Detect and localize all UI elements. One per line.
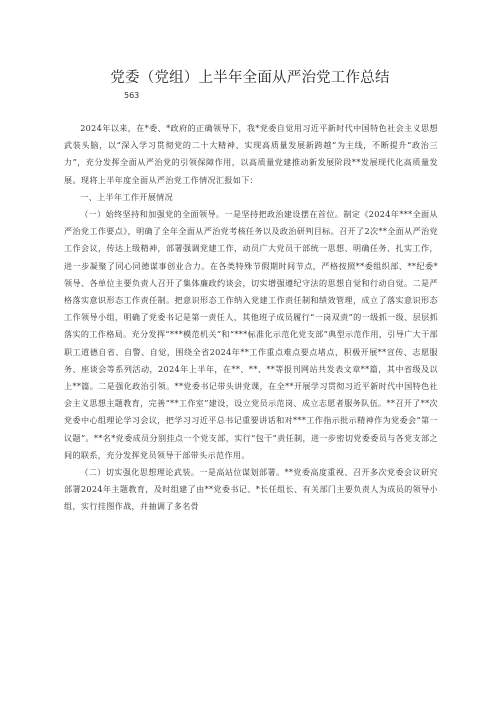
body-paragraph: （一）始终坚持和加强党的全面领导。一是坚持把政治建设摆在首位。制定《2024年***全面从严治党工作要点》，明确了全年全面从严治党考核任务以及政治研判目标。召开了2次**全面从严治党工作会议，传达上级精神，部署强调党建工作，动员广大党员干部统一思想、明确任务、扎实工作，进一步凝聚了同心同德谋事创业合力。在各类特殊节假期时间节点，严格按照**委组织部、**纪委*领导、各单位主要负责人召开了集体廉政约谈会，切实增强遵纪守法的思想自觉和行动自觉。二是严格落实意识形态工作责任制。把意识形态工作纳入党建工作责任制和绩效管理，成立了落实意识形态工作领导小组，明确了党委书记是第一责任人，其他班子成员履行“一岗双责”的一级抓一级、层层抓落实的工作格局。充分发挥“***模范机关”和“***标准化示范化党支部”典型示范作用，引导广大干部职工道德自省、自警、自觉，围绕全省2024年**工作重点难点要点堵点，积极开展**宣传、志愿服务、座谈会等系列活动，2024年上半年，在**、**、**等报刊网站共发表文章**篇，其中省级及以上**篇。二是强化政治引领。**党委书记带头讲党课，在全**开展学习贯彻习近平新时代中国特色社会主义思想主题教育，完善“**工作室”建设，设立党员示范岗、成立志愿者服务队伍。**召开了**次党委中心组理论学习会议，把学习习近平总书记重要讲话和对***工作指示批示精神作为党委会“第一议题”。**名*党委成员分别挂点一个党支部，实行“包干”责任制，进一步密切党委委员与各党支部之间的联系，充分发挥党员领导干部带头示范作用。 — [64, 209, 438, 460]
document-body — [64, 120, 438, 516]
section-heading: 一、上半年工作开展情况 — [80, 191, 174, 202]
intro-paragraph: 2024年以来，在*委、*政府的正确领导下，我*党委自觉用习近平新时代中国特色社会主义思想武装头脑，以“深入学习贯彻党的二十大精神、实现高质量发展新跨越”为主线，不断提升“政治三力”，充分发挥全面从严治党的引领保障作用，以高质量党建推动新发展阶段**发展现代化高质量发展。现将上半年度全面从严治党工作情况汇报如下： — [64, 123, 438, 185]
document-title: 党委（党组）上半年全面从严治党工作总结 — [110, 70, 390, 86]
document-number: 563 — [124, 91, 140, 100]
body-paragraph: （二）切实强化思想理论武装。一是高站位谋划部署。**党委高度重视、召开多次党委会议研究部署2024年主题教育，及时组建了由**党委书记、*长任组长、有关部门主要负责人为成员的领导小组，实行挂图作战，并抽调了多名骨 — [64, 467, 438, 512]
